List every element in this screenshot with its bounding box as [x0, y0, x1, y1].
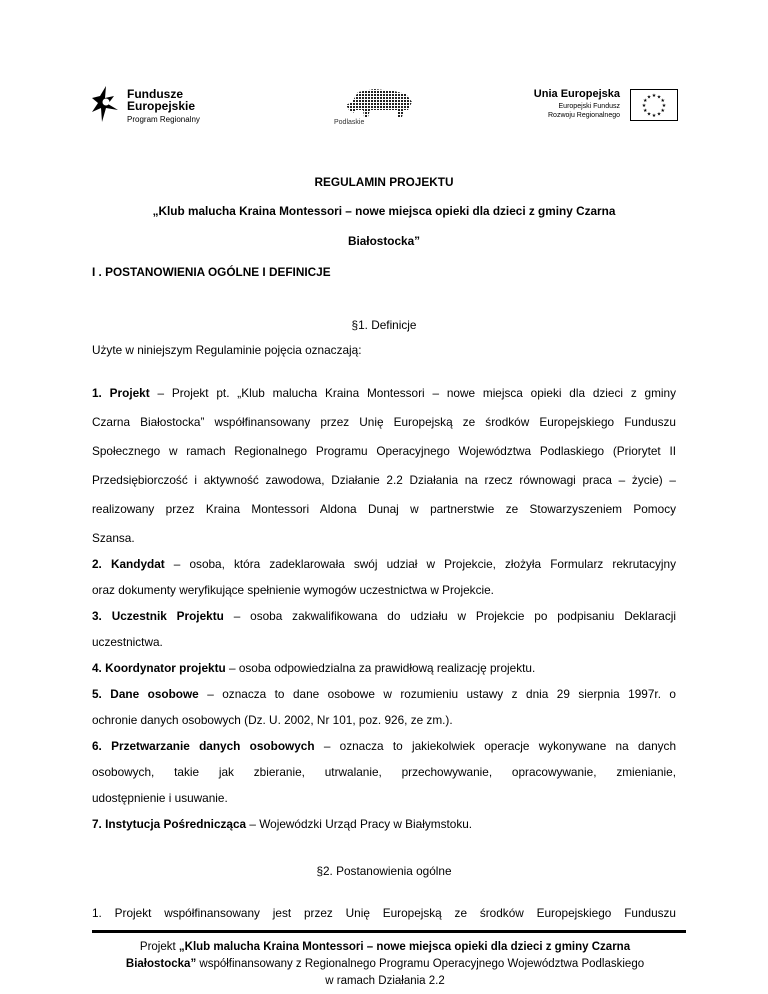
svg-text:★: ★ [651, 113, 657, 119]
podlaskie-logo [334, 88, 414, 132]
definition-1-line4: Przedsiębiorczość i aktywność zawodowa, Działanie 2.2 Działania na rzecz równowagi praca – życie) – [92, 473, 676, 487]
eu-line2: Europejski Fundusz [558, 103, 620, 110]
svg-text:★: ★ [660, 98, 665, 104]
definition-4-term: 4. Koordynator projektu [92, 661, 226, 675]
svg-text:★: ★ [646, 94, 652, 101]
eu-line3: Rozwoju Regionalnego [548, 112, 620, 119]
fe-line2: Europejskie [127, 99, 196, 113]
paragraph2-heading: §2. Postanowienia ogólne [316, 864, 452, 878]
paragraph1-heading: §1. Definicje [351, 318, 417, 332]
definition-2-line1: 2. Kandydat – osoba, która zadeklarowała swój udział w Projekcie, złożyła Formularz rekrutacyjny [92, 557, 676, 571]
footer-rule [92, 930, 686, 933]
svg-text:★: ★ [643, 108, 648, 114]
definition-5-line2: ochronie danych osobowych (Dz. U. 2002, Nr 101, poz. 926, ze zm.). [92, 713, 453, 727]
footer-line3: w ramach Działania 2.2 [325, 975, 445, 987]
fe-line3: Program Regionalny [127, 115, 200, 124]
svg-text:★: ★ [646, 111, 652, 118]
definition-1-line1: 1. Projekt – Projekt pt. „Klub malucha Kraina Montessori – nowe miejsca opieki dla dzieci z gminy [92, 386, 677, 400]
definition-3-line2: uczestnictwa. [92, 635, 163, 649]
document-subtitle-line2: Białostocka” [347, 234, 421, 248]
fe-line1: Fundusze [127, 87, 183, 101]
svg-text:★: ★ [661, 103, 667, 109]
svg-text:★: ★ [651, 93, 657, 99]
eu-line1: Unia Europejska [533, 88, 620, 100]
definition-3-term: 3. Uczestnik Projektu [92, 609, 224, 623]
svg-text:★: ★ [660, 108, 665, 114]
eu-flag-icon [630, 89, 678, 121]
section-heading: I . POSTANOWIENIA OGÓLNE I DEFINICJE [92, 265, 331, 279]
document-title: REGULAMIN PROJEKTU [314, 175, 454, 189]
definition-5-term: 5. Dane osobowe [92, 687, 199, 701]
svg-text:★: ★ [643, 98, 648, 104]
definition-1-line3: Społecznego w ramach Regionalnego Programu Operacyjnego Województwa Podlaskiego (Priorytet II [92, 444, 676, 458]
svg-text:★: ★ [656, 111, 662, 118]
intro-text: Użyte w niniejszym Regulaminie pojęcia oznaczają: [92, 343, 362, 357]
fe-star-icon [92, 86, 122, 122]
fundusze-europejskie-logo [92, 86, 242, 126]
definition-4-line1: 4. Koordynator projektu – osoba odpowiedzialna za prawidłową realizację projektu. [92, 661, 536, 675]
footer-line2: Białostocka” współfinansowany z Regionalnego Programu Operacyjnego Województwa Podlaskiego [125, 958, 645, 970]
definition-1-term: 1. Projekt [92, 386, 150, 400]
definition-1-line2: Czarna Białostocka” współfinansowany przez Unię Europejską ze środków Europejskiego Funduszu [92, 415, 676, 429]
definition-7-term: 7. Instytucja Pośrednicząca [92, 817, 247, 831]
bison-icon [344, 88, 414, 118]
document-subtitle-line1: „Klub malucha Kraina Montessori – nowe miejsca opieki dla dzieci z gminy Czarna [152, 204, 616, 218]
paragraph2-text: 1. Projekt współfinansowany jest przez Unię Europejską ze środków Europejskiego Funduszu [92, 906, 676, 920]
svg-text:★: ★ [656, 94, 662, 101]
definition-2-line2: oraz dokumenty weryfikujące spełnienie wymogów uczestnictwa w Projekcie. [92, 583, 494, 597]
definition-3-line1: 3. Uczestnik Projektu – osoba zakwalifikowana do udziału w Projekcie po podpisaniu Deklaracji [92, 609, 676, 623]
definition-6-line1: 6. Przetwarzanie danych osobowych – oznacza to jakiekolwiek operacje wykonywane na danych [92, 739, 676, 753]
definition-5-line1: 5. Dane osobowe – oznacza to dane osobowe w rozumieniu ustawy z dnia 29 sierpnia 1997r. o [92, 687, 676, 701]
svg-text:★: ★ [641, 103, 647, 109]
definition-7-line1: 7. Instytucja Pośrednicząca – Wojewódzki Urząd Pracy w Białymstoku. [92, 817, 473, 831]
definition-6-term: 6. Przetwarzanie danych osobowych [92, 739, 315, 753]
definition-6-line3: udostępnienie i usuwanie. [92, 791, 228, 805]
definition-2-term: 2. Kandydat [92, 557, 165, 571]
definition-1-line5: realizowany przez Kraina Montessori Aldona Dunaj w partnerstwie ze Stowarzyszeniem Pomocy [92, 502, 676, 516]
definition-6-line2: osobowych, takie jak zbieranie, utrwalanie, przechowywanie, opracowywanie, zmienianie, [92, 765, 676, 779]
podlaskie-label: Podlaskie [334, 119, 365, 126]
definition-1-line6: Szansa. [92, 531, 135, 545]
footer-line1: Projekt „Klub malucha Kraina Montessori – nowe miejsca opieki dla dzieci z gminy Czarna [139, 941, 631, 953]
eu-logo [528, 88, 678, 124]
